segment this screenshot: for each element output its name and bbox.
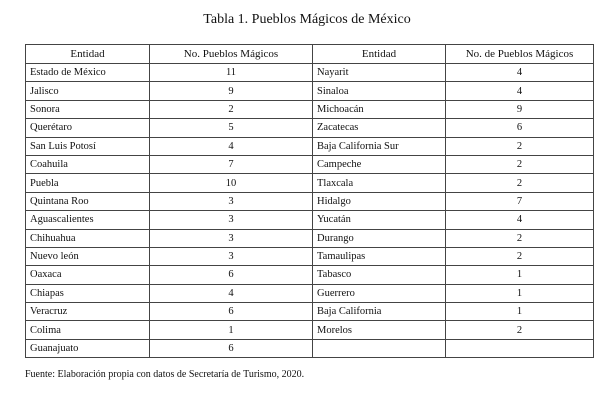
cell-entidad: Yucatán (313, 211, 446, 229)
cell-num-pueblos: 1 (150, 321, 313, 339)
cell-entidad: Colima (26, 321, 150, 339)
header-entidad: Entidad (26, 45, 150, 64)
table-row (26, 174, 594, 192)
header-row (26, 45, 594, 64)
cell-entidad: Aguascalientes (26, 211, 150, 229)
cell-entidad: Querétaro (26, 119, 150, 137)
cell-num-pueblos: 6 (446, 119, 594, 137)
table-row (26, 339, 594, 357)
header-entidad: Entidad (313, 45, 446, 64)
cell-entidad: Michoacán (313, 100, 446, 118)
pueblos-magicos-table (25, 44, 594, 358)
cell-num-pueblos: 6 (150, 266, 313, 284)
table-row (26, 137, 594, 155)
table-row (26, 64, 594, 82)
cell-entidad: Sinaloa (313, 82, 446, 100)
table-title: Tabla 1. Pueblos Mágicos de México (203, 12, 411, 27)
table-row (26, 266, 594, 284)
cell-num-pueblos: 1 (446, 284, 594, 302)
cell-entidad: Baja California (313, 303, 446, 321)
table-row (26, 321, 594, 339)
cell-entidad: Durango (313, 229, 446, 247)
cell-num-pueblos: 2 (446, 229, 594, 247)
cell-entidad: Guerrero (313, 284, 446, 302)
cell-num-pueblos (446, 339, 594, 357)
cell-num-pueblos: 2 (446, 174, 594, 192)
cell-entidad: Nayarit (313, 64, 446, 82)
cell-entidad: Quintana Roo (26, 192, 150, 210)
cell-entidad: Veracruz (26, 303, 150, 321)
cell-num-pueblos: 10 (150, 174, 313, 192)
table-row (26, 303, 594, 321)
cell-entidad: Estado de México (26, 64, 150, 82)
header-num-pueblos: No. de Pueblos Mágicos (446, 45, 594, 64)
cell-entidad: Chihuahua (26, 229, 150, 247)
cell-num-pueblos: 2 (446, 155, 594, 173)
cell-num-pueblos: 2 (446, 247, 594, 265)
cell-entidad: Baja California Sur (313, 137, 446, 155)
cell-num-pueblos: 6 (150, 339, 313, 357)
cell-num-pueblos: 9 (150, 82, 313, 100)
cell-entidad: Jalisco (26, 82, 150, 100)
table-row (26, 82, 594, 100)
table-row (26, 100, 594, 118)
cell-entidad: Tabasco (313, 266, 446, 284)
table-row (26, 247, 594, 265)
cell-num-pueblos: 1 (446, 266, 594, 284)
header-num-pueblos: No. Pueblos Mágicos (150, 45, 313, 64)
cell-num-pueblos: 4 (150, 137, 313, 155)
cell-entidad: Tlaxcala (313, 174, 446, 192)
table-row (26, 119, 594, 137)
cell-entidad: Campeche (313, 155, 446, 173)
cell-num-pueblos: 6 (150, 303, 313, 321)
cell-entidad: Coahuila (26, 155, 150, 173)
cell-num-pueblos: 4 (446, 82, 594, 100)
cell-entidad: Nuevo león (26, 247, 150, 265)
cell-entidad: Oaxaca (26, 266, 150, 284)
cell-num-pueblos: 7 (446, 192, 594, 210)
cell-entidad: Zacatecas (313, 119, 446, 137)
table-row (26, 155, 594, 173)
table-row (26, 192, 594, 210)
cell-num-pueblos: 2 (446, 321, 594, 339)
cell-num-pueblos: 4 (446, 64, 594, 82)
cell-num-pueblos: 3 (150, 192, 313, 210)
cell-entidad: Hidalgo (313, 192, 446, 210)
cell-num-pueblos: 3 (150, 247, 313, 265)
cell-num-pueblos: 9 (446, 100, 594, 118)
cell-entidad (313, 339, 446, 357)
cell-entidad: Tamaulipas (313, 247, 446, 265)
cell-num-pueblos: 2 (150, 100, 313, 118)
cell-num-pueblos: 2 (446, 137, 594, 155)
cell-num-pueblos: 11 (150, 64, 313, 82)
cell-num-pueblos: 3 (150, 211, 313, 229)
cell-entidad: Puebla (26, 174, 150, 192)
cell-num-pueblos: 1 (446, 303, 594, 321)
table-row (26, 211, 594, 229)
source-note: Fuente: Elaboración propia con datos de Secretaría de Turismo, 2020. (25, 369, 305, 380)
table-row (26, 284, 594, 302)
cell-entidad: Chiapas (26, 284, 150, 302)
cell-num-pueblos: 4 (446, 211, 594, 229)
cell-num-pueblos: 5 (150, 119, 313, 137)
cell-num-pueblos: 7 (150, 155, 313, 173)
table-row (26, 229, 594, 247)
cell-num-pueblos: 4 (150, 284, 313, 302)
cell-entidad: San Luis Potosí (26, 137, 150, 155)
cell-num-pueblos: 3 (150, 229, 313, 247)
cell-entidad: Guanajuato (26, 339, 150, 357)
table-body (26, 64, 594, 358)
cell-entidad: Morelos (313, 321, 446, 339)
cell-entidad: Sonora (26, 100, 150, 118)
